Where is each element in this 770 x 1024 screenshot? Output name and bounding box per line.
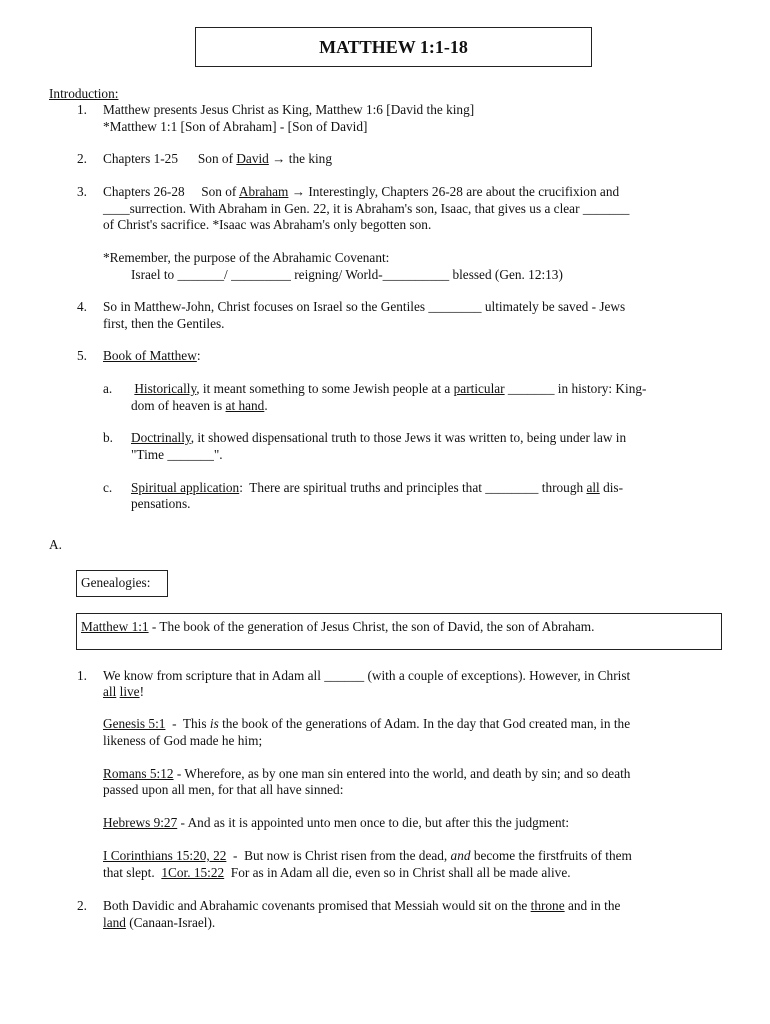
underlined-word: particular [453, 381, 505, 396]
text-run: the book of the generations of Adam. In the day that God created man, in the [218, 716, 631, 731]
romans-line-1 [103, 766, 630, 782]
underlined-word: throne [530, 898, 565, 913]
text-run: - But now is Christ risen from the dead, [226, 848, 451, 863]
g1-line-2 [103, 684, 144, 700]
text-run: become the firstfruits of them [470, 848, 632, 863]
underlined-word: Doctrinally [131, 430, 191, 445]
verse-reference: Matthew 1:1 [81, 619, 149, 634]
g2-line-1 [103, 898, 620, 914]
item-4-line-1: So in Matthew-John, Christ focuses on Israel so the Gentiles ________ ultimately be saved - Jews [103, 299, 626, 314]
underlined-word: Spiritual application [131, 480, 240, 495]
italic-word: is [209, 716, 219, 731]
text-run: ! [139, 684, 145, 699]
item-3-line-4: *Remember, the purpose of the Abrahamic Covenant: [103, 250, 390, 265]
italic-word: and [450, 848, 471, 863]
sub-a-line-2 [131, 398, 268, 414]
item-number: 5. [77, 348, 87, 363]
text-run: and in the [564, 898, 621, 913]
corinthians-line-2 [103, 865, 571, 881]
sub-c-line-2: pensations. [131, 496, 191, 511]
text-run: Chapters 26-28 Son of [103, 184, 239, 199]
sub-letter: a. [103, 381, 113, 396]
sub-letter: c. [103, 480, 113, 495]
verse-reference: Romans 5:12 [103, 766, 174, 781]
hebrews-line [103, 815, 569, 831]
verse-text [81, 619, 594, 635]
title-box [195, 27, 592, 67]
text-run: - Wherefore, as by one man sin entered into the world, and death by sin; and so death [173, 766, 631, 781]
item-3-line-5: Israel to _______/ _________ reigning/ World-__________ blessed (Gen. 12:13) [131, 267, 563, 282]
verse-reference: Genesis 5:1 [103, 716, 166, 731]
item-number: 4. [77, 299, 87, 314]
sub-b-line-2: "Time _______". [131, 447, 223, 462]
text-run: dis- [599, 480, 624, 495]
verse-box [76, 613, 722, 650]
text-run: dom of heaven is [131, 398, 226, 413]
item-1-line-1: Matthew presents Jesus Christ as King, Matthew 1:6 [David the king] [103, 102, 475, 117]
text-run: that slept. [103, 865, 162, 880]
corinthians-line-1 [103, 848, 632, 864]
verse-reference: 1Cor. 15:22 [161, 865, 225, 880]
text-run: _______ in history: King- [504, 381, 647, 396]
item-1-line-2: *Matthew 1:1 [Son of Abraham] - [Son of David] [103, 119, 368, 134]
sub-letter: b. [103, 430, 113, 445]
sub-b-line-1 [131, 430, 626, 446]
item-number: 1. [77, 668, 87, 683]
g2-line-2 [103, 915, 215, 931]
underlined-word: live [119, 684, 140, 699]
underlined-word: David [236, 151, 269, 166]
text-run: , it meant something to some Jewish people at a [196, 381, 454, 396]
underlined-word: land [103, 915, 126, 930]
text-run: - The book of the generation of Jesus Christ, the son of David, the son of Abraham. [148, 619, 595, 634]
text-run: Both Davidic and Abrahamic covenants promised that Messiah would sit on the [103, 898, 531, 913]
verse-reference: Hebrews 9:27 [103, 815, 178, 830]
genealogies-box [76, 570, 168, 597]
sub-a-line-1 [131, 381, 646, 397]
item-number: 3. [77, 184, 87, 199]
text-run: (Canaan-Israel). [125, 915, 216, 930]
text-run: Chapters 1-25 Son of [103, 151, 237, 166]
verse-reference: I Corinthians 15:20, 22 [103, 848, 227, 863]
item-number: 2. [77, 151, 87, 166]
text-run: → Interestingly, Chapters 26-28 are about the crucifixion and [288, 184, 620, 199]
text-run: : There are spiritual truths and principles that ________ through [239, 480, 587, 495]
underlined-word: all [103, 684, 117, 699]
text-run: - This [165, 716, 210, 731]
underlined-heading: Book of Matthew [103, 348, 197, 363]
text-run: . [264, 398, 268, 413]
item-3-line-3: of Christ's sacrifice. *Isaac was Abraham's only begotten son. [103, 217, 432, 232]
underlined-word: Historically [134, 381, 197, 396]
text-run: → the king [268, 151, 332, 166]
genealogies-heading: Genealogies: [81, 575, 151, 590]
section-a-label: A. [49, 537, 62, 552]
underlined-word: at hand [225, 398, 265, 413]
item-2-line-1 [103, 151, 332, 167]
item-number: 1. [77, 102, 87, 117]
text-run: - And as it is appointed unto men once to die, but after this the judgment: [177, 815, 570, 830]
item-number: 2. [77, 898, 87, 913]
item-3-line-2: ____surrection. With Abraham in Gen. 22, it is Abraham's son, Isaac, that gives us a clear _______ [103, 201, 630, 216]
underlined-word: all [586, 480, 600, 495]
item-3-line-1 [103, 184, 619, 200]
text-run: : [196, 348, 201, 363]
underlined-word: Abraham [238, 184, 289, 199]
g1-line-1: We know from scripture that in Adam all ______ (with a couple of exceptions). However, in Christ [103, 668, 631, 683]
genesis-line-2: likeness of God made he him; [103, 733, 263, 748]
intro-heading: Introduction: [49, 86, 119, 101]
item-5-line-1 [103, 348, 201, 364]
romans-line-2: passed upon all men, for that all have sinned: [103, 782, 344, 797]
genesis-line-1 [103, 716, 630, 732]
item-4-line-2: first, then the Gentiles. [103, 316, 225, 331]
text-run: , it showed dispensational truth to those Jews it was written to, being under law in [190, 430, 627, 445]
text-run: For as in Adam all die, even so in Christ shall all be made alive. [224, 865, 571, 880]
sub-c-line-1 [131, 480, 623, 496]
page-title: MATTHEW 1:1-18 [319, 36, 468, 57]
